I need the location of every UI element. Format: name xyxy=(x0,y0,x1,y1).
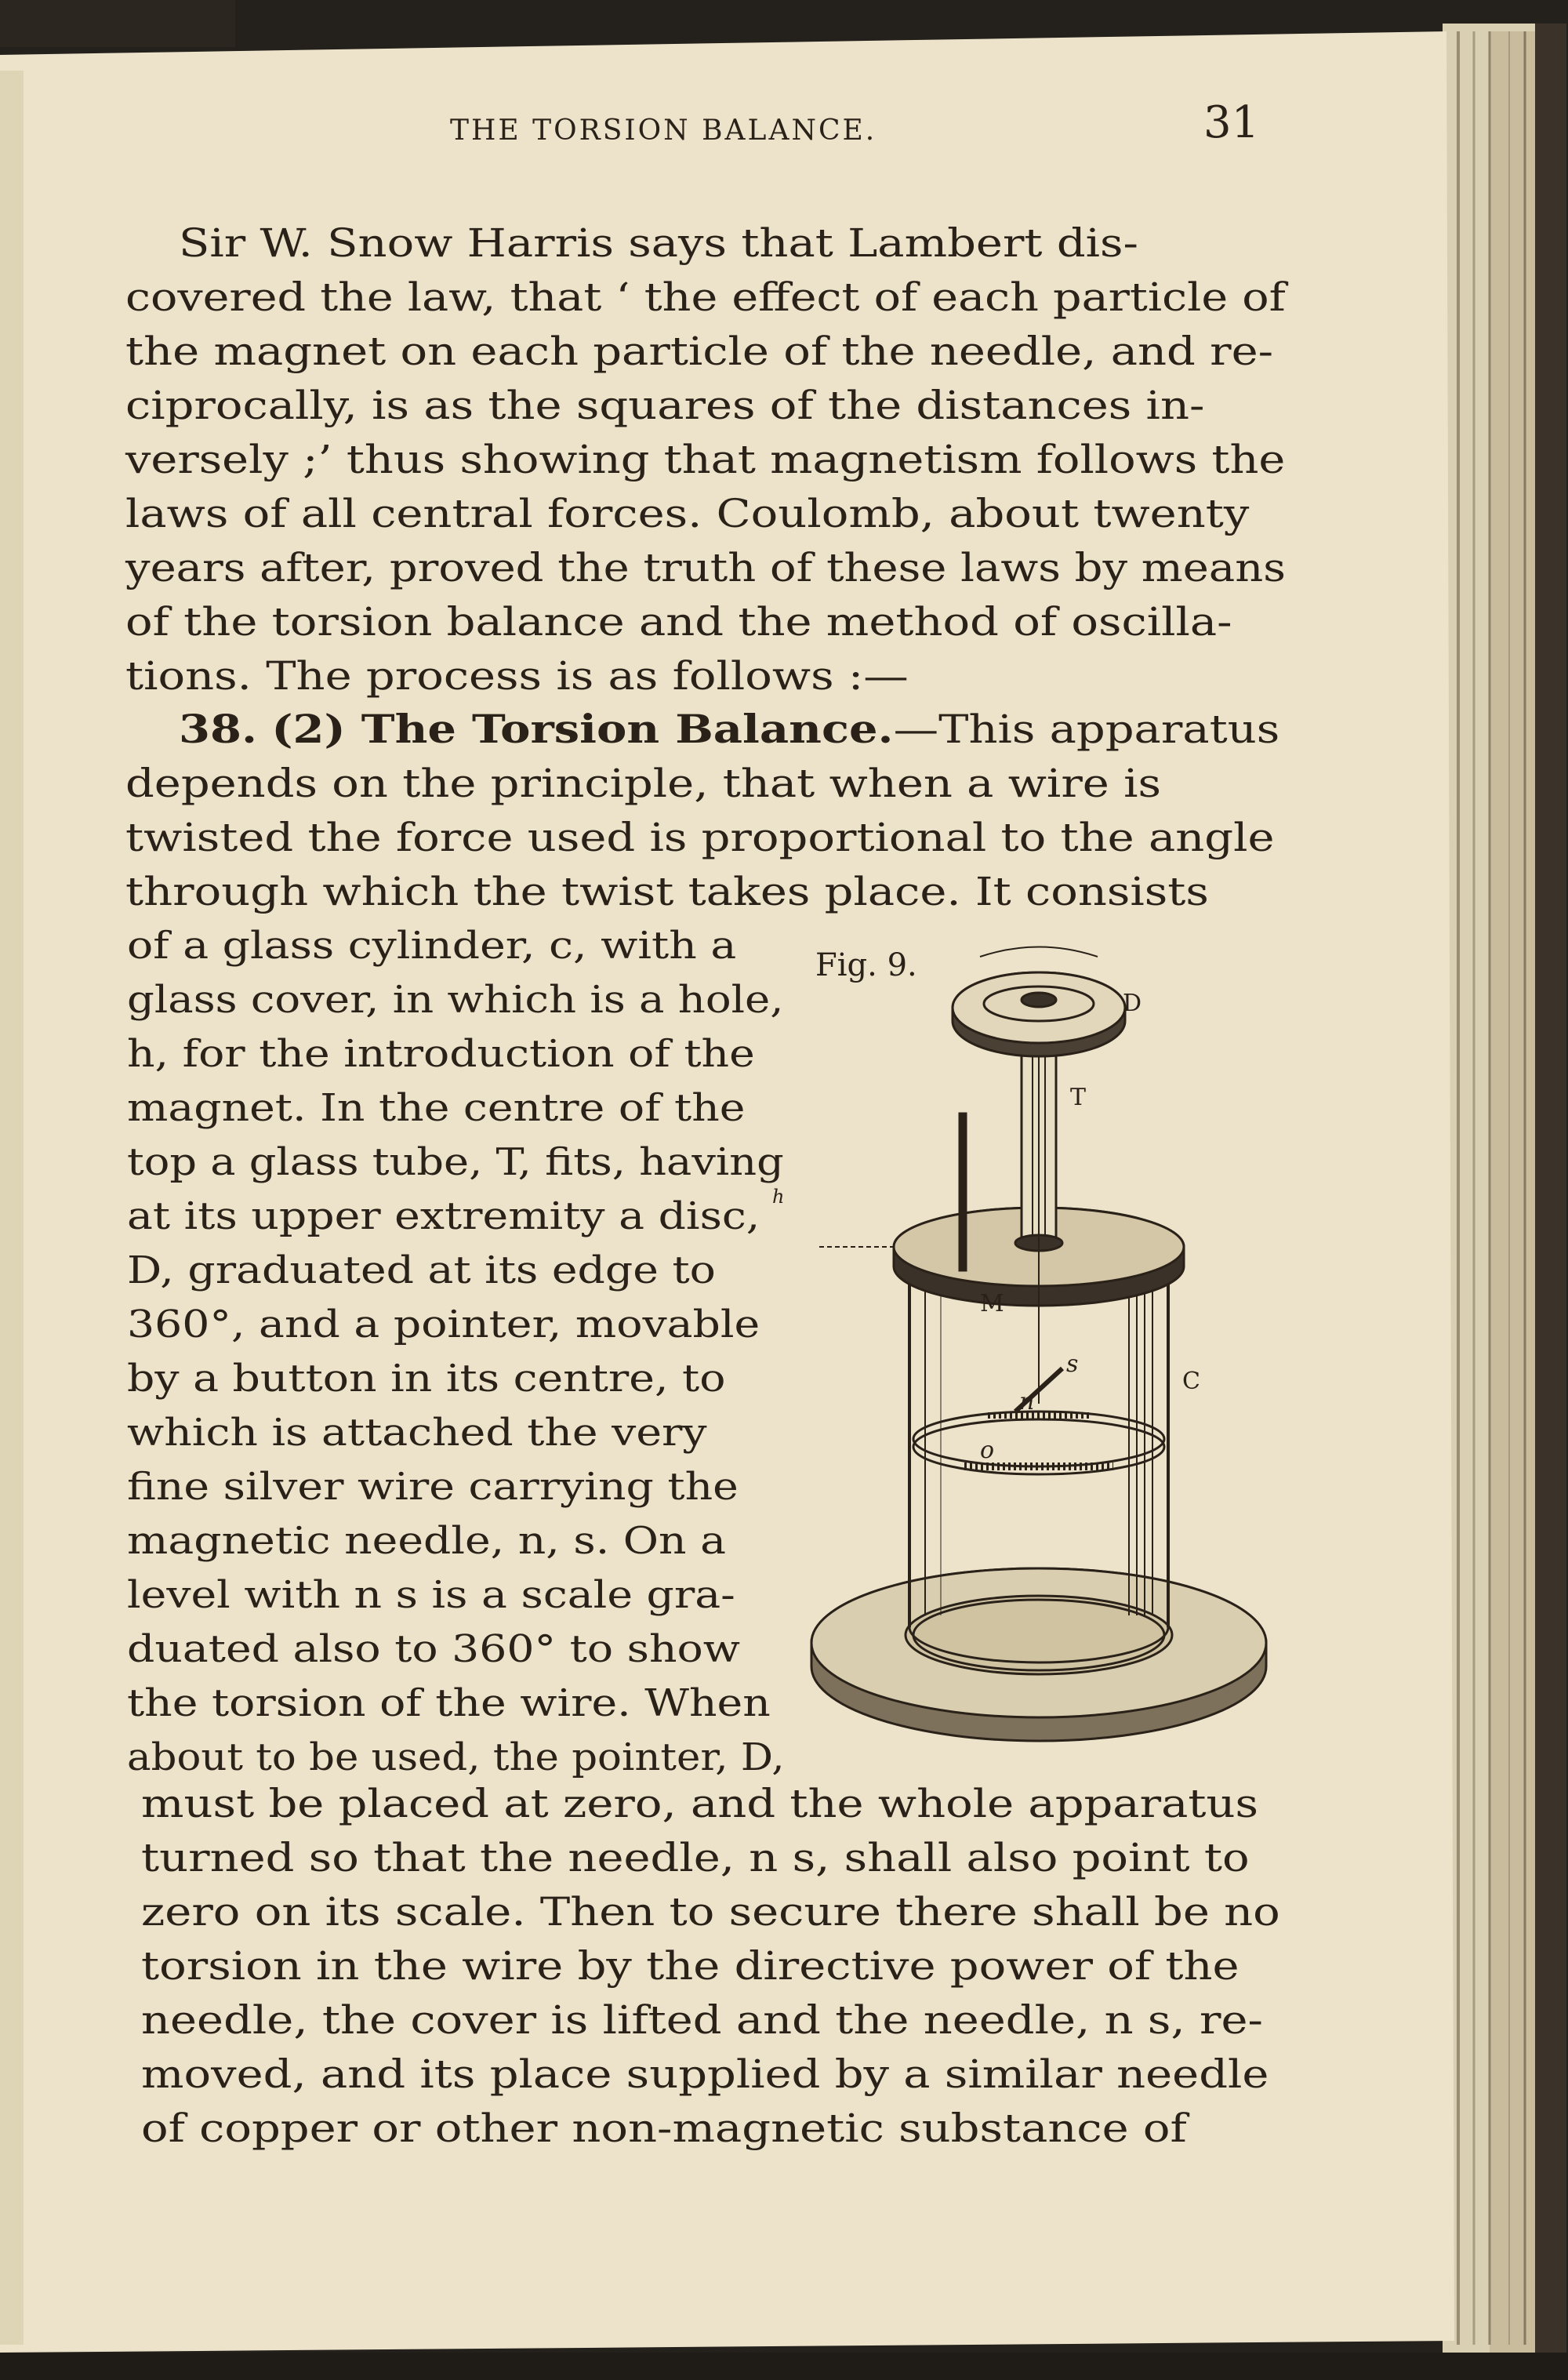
text-line: turned so that the needle, n s, shall also point to xyxy=(141,1835,1250,1880)
text-line: of copper or other non-magnetic substance of xyxy=(141,2106,1187,2151)
text-line: moved, and its place supplied by a similar needle xyxy=(141,2051,1269,2097)
text-line: twisted the force used is proportional to the angle xyxy=(125,815,1275,860)
text-line: torsion in the wire by the directive power of the xyxy=(141,1943,1240,1989)
text-line: fine silver wire carrying the xyxy=(127,1465,739,1509)
text-line: needle, the cover is lifted and the needle, n s, re- xyxy=(141,1997,1263,2043)
text-line: zero on its scale. Then to secure there shall be no xyxy=(141,1889,1280,1935)
label-M: M xyxy=(980,1290,1004,1317)
section-heading: (2) The Torsion Balance. xyxy=(271,706,894,752)
text-line: depends on the principle, that when a wire is xyxy=(125,761,1162,806)
figure-caption: Fig. 9. xyxy=(815,947,917,983)
torsion-balance-illustration xyxy=(800,925,1301,1757)
text-line: the magnet on each particle of the needle, and re- xyxy=(125,329,1274,374)
text-line: glass cover, in which is a hole, xyxy=(127,978,784,1022)
text-line: about to be used, the pointer, D, xyxy=(127,1735,785,1779)
text-line: top a glass tube, T, fits, having xyxy=(127,1140,784,1184)
label-D: D xyxy=(1123,990,1142,1017)
text-line: of the torsion balance and the method of oscilla- xyxy=(125,599,1232,645)
text-line: duated also to 360° to show xyxy=(127,1627,740,1671)
text-line: laws of all central forces. Coulomb, about twenty xyxy=(125,491,1250,536)
text-line: by a button in its centre, to xyxy=(127,1357,726,1401)
label-o: o xyxy=(980,1437,995,1464)
text-line: h, for the introduction of the xyxy=(127,1032,755,1076)
page-number: 31 xyxy=(1203,97,1260,148)
label-h: h xyxy=(772,1186,785,1208)
section-number: 38. xyxy=(179,706,258,752)
text-line: which is attached the very xyxy=(127,1411,707,1455)
text-line: at its upper extremity a disc, xyxy=(127,1194,760,1238)
text-line: Sir W. Snow Harris says that Lambert dis- xyxy=(179,220,1138,266)
section-heading-line xyxy=(179,706,1279,753)
label-s: s xyxy=(1066,1350,1079,1378)
text-line: magnet. In the centre of the xyxy=(127,1086,746,1130)
text-line: level with n s is a scale gra- xyxy=(127,1573,735,1617)
text-line: covered the law, that ‘ the effect of each particle of xyxy=(125,274,1286,320)
text-line: years after, proved the truth of these laws by means xyxy=(125,545,1286,590)
text-line: of a glass cylinder, c, with a xyxy=(127,924,737,968)
label-T: T xyxy=(1070,1084,1087,1111)
running-head: THE TORSION BALANCE. xyxy=(450,114,877,147)
label-C: C xyxy=(1182,1368,1200,1395)
text-line: ciprocally, is as the squares of the distances in- xyxy=(125,383,1205,428)
text-line: magnetic needle, n, s. On a xyxy=(127,1519,727,1563)
text-line: tions. The process is as follows :— xyxy=(125,653,909,699)
heading-dash: — xyxy=(893,707,939,752)
label-n: n xyxy=(1019,1388,1035,1415)
text-line: must be placed at zero, and the whole apparatus xyxy=(141,1781,1259,1826)
text-line: the torsion of the wire. When xyxy=(127,1681,771,1725)
text-line: versely ;’ thus showing that magnetism follows the xyxy=(125,437,1286,482)
text-line: through which the twist takes place. It consists xyxy=(125,869,1209,914)
heading-line-rest: This apparatus xyxy=(938,707,1280,752)
text-line: 360°, and a pointer, movable xyxy=(127,1303,760,1346)
text-line: D, graduated at its edge to xyxy=(127,1248,716,1292)
